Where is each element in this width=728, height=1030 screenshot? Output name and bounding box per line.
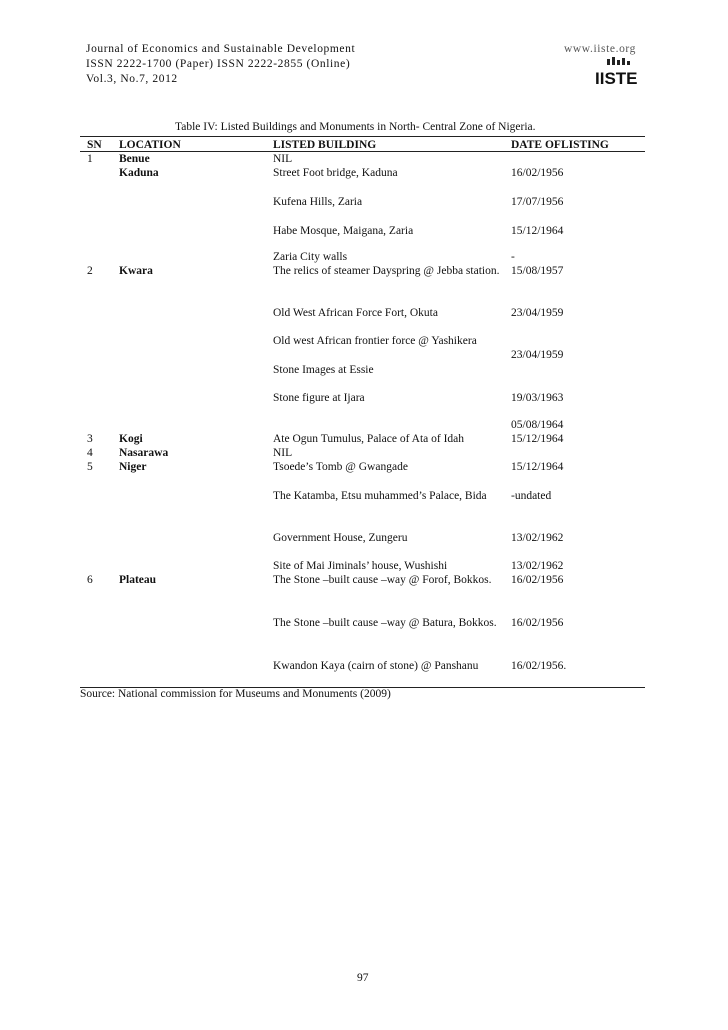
table-row-building: The Katamba, Etsu muhammed’s Palace, Bida (273, 490, 487, 502)
table-row-location: Kogi (119, 433, 143, 445)
table-row-building: Kwandon Kaya (cairn of stone) @ Panshanu (273, 660, 479, 672)
col-header-building: LISTED BUILDING (273, 139, 377, 151)
table-row-date: 16/02/1956 (511, 574, 564, 586)
table-row-location: Nasarawa (119, 447, 169, 459)
table-row-date: -undated (511, 490, 552, 502)
iiste-logo (593, 56, 645, 86)
table-row-date: 23/04/1959 (511, 349, 564, 361)
logo-text: IISTE (595, 69, 638, 86)
table-row-date: 16/02/1956 (511, 167, 564, 179)
table-row-date: 23/04/1959 (511, 307, 564, 319)
table-row-building: Old west African frontier force @ Yashikera (273, 335, 477, 347)
table-row-date: 15/08/1957 (511, 265, 564, 277)
table-row-building: The Stone –built cause –way @ Batura, Bokkos. (273, 617, 497, 629)
issn-line: ISSN 2222-1700 (Paper) ISSN 2222-2855 (Online) (86, 58, 351, 70)
table-row-location: Kaduna (119, 167, 159, 179)
table-row-building: The Stone –built cause –way @ Forof, Bokkos. (273, 574, 492, 586)
col-header-location: LOCATION (119, 139, 181, 151)
table-caption: Table IV: Listed Buildings and Monuments in North- Central Zone of Nigeria. (175, 121, 536, 133)
table-row-building: Street Foot bridge, Kaduna (273, 167, 398, 179)
table-row-date: 15/12/1964 (511, 225, 564, 237)
website-link[interactable]: www.iiste.org (564, 43, 637, 55)
table-row-building: NIL (273, 447, 293, 459)
volume-line: Vol.3, No.7, 2012 (86, 73, 178, 85)
table-row-date: - (511, 251, 515, 263)
table-row-date: 15/12/1964 (511, 433, 564, 445)
col-header-date: DATE OFLISTING (511, 139, 609, 151)
table-row-building: Ate Ogun Tumulus, Palace of Ata of Idah (273, 433, 465, 445)
journal-title: Journal of Economics and Sustainable Development (86, 43, 356, 55)
table-row-building: Zaria City walls (273, 251, 348, 263)
table-row-sn: 5 (87, 461, 93, 473)
table-row-building: Stone Images at Essie (273, 364, 374, 376)
table-row-sn: 6 (87, 574, 93, 586)
table-row-building: Habe Mosque, Maigana, Zaria (273, 225, 414, 237)
table-top-rule (80, 136, 645, 137)
table-row-sn: 1 (87, 153, 93, 165)
table-row-location: Niger (119, 461, 147, 473)
table-row-sn: 4 (87, 447, 93, 459)
table-row-date: 16/02/1956 (511, 617, 564, 629)
page-number: 97 (357, 972, 369, 984)
table-row-building: Site of Mai Jiminals’ house, Wushishi (273, 560, 448, 572)
table-row-location: Benue (119, 153, 150, 165)
table-row-date: 17/07/1956 (511, 196, 564, 208)
table-source: Source: National commission for Museums and Monuments (2009) (80, 688, 391, 700)
table-row-sn: 2 (87, 265, 93, 277)
table-row-date: 13/02/1962 (511, 560, 564, 572)
table-row-building: Stone figure at Ijara (273, 392, 365, 404)
table-row-sn: 3 (87, 433, 93, 445)
table-row-building: Kufena Hills, Zaria (273, 196, 363, 208)
table-row-date: 15/12/1964 (511, 461, 564, 473)
table-row-date: 05/08/1964 (511, 419, 564, 431)
table-row-date: 16/02/1956. (511, 660, 567, 672)
table-row-building: NIL (273, 153, 293, 165)
listings-table (80, 136, 645, 687)
table-row-date: 13/02/1962 (511, 532, 564, 544)
table-row-building: Old West African Force Fort, Okuta (273, 307, 438, 319)
table-row-date: 19/03/1963 (511, 392, 564, 404)
table-row-location: Plateau (119, 574, 157, 586)
table-row-building: Government House, Zungeru (273, 532, 408, 544)
table-row-location: Kwara (119, 265, 153, 277)
table-row-building: Tsoede’s Tomb @ Gwangade (273, 461, 408, 473)
col-header-sn: SN (87, 139, 102, 151)
table-row-building: The relics of steamer Dayspring @ Jebba station. (273, 265, 500, 277)
